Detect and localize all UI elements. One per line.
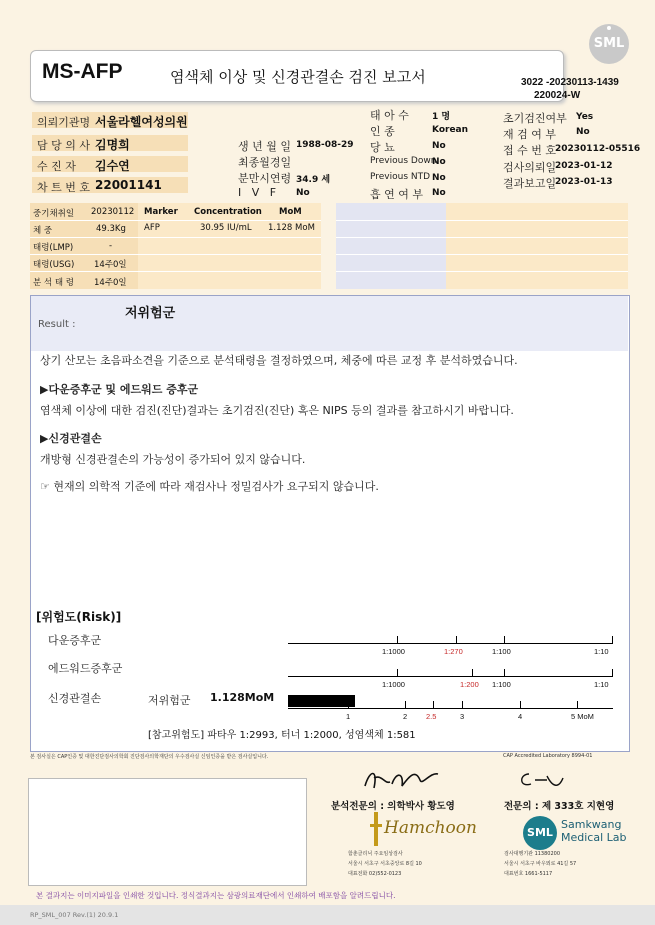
- row-value: 14주0일: [94, 278, 127, 288]
- row-label: 태령(USG): [33, 260, 75, 270]
- diabetes-label: 당 뇨: [370, 141, 395, 154]
- ntd-result: 저위험군: [148, 694, 191, 707]
- ntd-label: 신경관결손: [48, 692, 102, 705]
- accession-value: 20230112-05516: [555, 144, 641, 154]
- edwards-tick: [504, 669, 505, 677]
- sml-logo: SML: [589, 24, 629, 64]
- doctor-label: 담 당 의 사: [37, 139, 90, 152]
- result-line-1: 상기 산모는 초음파소견을 기준으로 분석태령을 결정하였으며, 체중에 따른 교정 후 분석하였습니다.: [40, 354, 518, 367]
- row-value: 20230112: [91, 207, 135, 217]
- hamchoon-address: 서울시 서초구 서초중앙로 8길 10: [348, 861, 422, 867]
- lab-name: Samkwang: [561, 818, 622, 831]
- analyst-signature: [360, 764, 450, 796]
- prevdown-value: No: [432, 157, 446, 167]
- doctor-value: 김명희: [95, 138, 130, 152]
- sml-address: 서울시 서초구 바우뫼로 41길 57: [504, 861, 577, 867]
- ntd-tick: [348, 701, 349, 709]
- smoke-value: No: [432, 188, 446, 198]
- ntd-tick-label: 2: [403, 712, 408, 721]
- edwards-label: 에드워드증후군: [48, 662, 123, 675]
- row-value: 14주0일: [94, 260, 127, 270]
- ntd-tick: [433, 701, 434, 709]
- col-marker: Marker: [144, 207, 178, 217]
- race-value: Korean: [432, 125, 469, 135]
- down-tick-label: 1:10: [594, 647, 609, 656]
- specialist-signature: [517, 768, 567, 790]
- edwards-tick: [397, 669, 398, 677]
- prevntd-value: No: [432, 173, 446, 183]
- lmp-label: 최종월경일: [238, 156, 292, 169]
- hamchoon-address: 대표전화 02)552-0123: [348, 871, 402, 877]
- form-number: RP_SML_007 Rev.(1) 20.9.1: [30, 911, 119, 919]
- sml-address: 대표번호 1661-5117: [504, 871, 553, 877]
- patient-label: 수 진 자: [37, 160, 76, 173]
- section-title-down: ▶다운증후군 및 에드워드 증후군: [40, 383, 199, 396]
- ntd-tick: [520, 701, 521, 709]
- down-scale: [288, 643, 613, 644]
- ivf-value: No: [296, 188, 310, 198]
- hamchoon-logo: Hamchoon: [384, 818, 477, 838]
- ntd-tick: [405, 701, 406, 709]
- hamchoon-address: 함춘클리닉 주요임상검사: [348, 851, 403, 857]
- ntd-tick: [462, 701, 463, 709]
- retest-value: No: [576, 127, 590, 137]
- analyst-name: 분석전문의 : 의학박사 황도영: [331, 801, 455, 812]
- smoke-label: 흡 연 여 부: [370, 188, 423, 201]
- section-title-ntd: ▶신경관결손: [40, 432, 102, 445]
- hamchoon-logo-mark: [370, 812, 380, 846]
- down-tick-label: 1:1000: [382, 647, 405, 656]
- down-tick-label: 1:100: [492, 647, 511, 656]
- fetus-value: 1 명: [432, 112, 451, 122]
- ntd-scale: [288, 708, 613, 709]
- result-date-value: 2023-01-13: [555, 177, 613, 187]
- down-label: 다운증후군: [48, 634, 102, 647]
- report-number: 3022 -20230113-1439: [521, 77, 619, 88]
- race-label: 인 종: [370, 125, 395, 138]
- age-label: 분만시연령: [238, 172, 292, 185]
- edwards-tick: [472, 669, 473, 677]
- mom-value: 1.128 MoM: [268, 223, 315, 233]
- hospital-label: 의뢰기관명: [37, 116, 91, 129]
- prevdown-label: Previous Down: [370, 156, 437, 166]
- lab-name-sub: Medical Lab: [561, 831, 627, 844]
- ntd-tick-label: 1: [346, 712, 351, 721]
- row-value: -: [109, 241, 113, 251]
- ntd-tick-label: 2.5: [426, 712, 437, 721]
- test-code: MS-AFP: [42, 60, 123, 83]
- test-date-label: 검사의뢰일: [503, 161, 557, 174]
- col-concentration: Concentration: [194, 207, 262, 217]
- marker-value: AFP: [144, 223, 160, 233]
- ntd-tick-label: 5 MoM: [571, 712, 594, 721]
- comment-box: [28, 778, 307, 886]
- chart-value: 22001141: [95, 178, 162, 192]
- hospital-value: 서울라헬여성의원: [95, 115, 188, 129]
- concentration-value: 30.95 IU/mL: [200, 223, 252, 233]
- ntd-tick-label: 3: [460, 712, 465, 721]
- down-tick: [397, 636, 398, 644]
- ntd-mom: 1.128MoM: [210, 691, 275, 704]
- col-mom: MoM: [279, 207, 302, 217]
- accession-label: 접 수 번 호: [503, 144, 556, 157]
- edwards-tick-label: 1:10: [594, 680, 609, 689]
- row-label: 중기채취일: [33, 209, 75, 219]
- print-notice: 본 결과지는 이미지파일을 인쇄한 것입니다. 정식결과지는 삼광의료재단에서 인쇄하여 배포함을 알려드립니다.: [36, 891, 396, 900]
- ivf-label: I V F: [238, 186, 277, 199]
- chart-label: 차 트 번 호: [37, 181, 90, 194]
- down-tick-label: 1:270: [444, 647, 463, 656]
- page-title: 염색체 이상 및 신경관결손 검진 보고서: [170, 68, 426, 86]
- result-date-label: 결과보고일: [503, 177, 557, 190]
- section-text-ntd: 개방형 신경관결손의 가능성이 증가되어 있지 않습니다.: [40, 453, 306, 466]
- sml-lab-logo: SML: [523, 816, 557, 850]
- retest-label: 재 검 여 부: [503, 128, 556, 141]
- test-date-value: 2023-01-12: [555, 161, 613, 171]
- report-sub-number: 220024-W: [534, 90, 581, 101]
- initial-label: 초기검진여부: [503, 112, 567, 125]
- fetus-label: 태 아 수: [370, 109, 409, 122]
- age-value: 34.9 세: [296, 175, 331, 185]
- result-value: 저위험군: [125, 306, 176, 321]
- row-label: 태령(LMP): [33, 243, 74, 253]
- result-header: [31, 296, 628, 351]
- extra-table-left: [336, 203, 446, 289]
- result-note: ☞ 현재의 의학적 기준에 따라 재검사나 정밀검사가 요구되지 않습니다.: [40, 480, 379, 493]
- section-text-down: 염색체 이상에 대한 검진(진단)결과는 초기검진(진단) 혹은 NIPS 등의 결과를 참고하시기 바랍니다.: [40, 404, 514, 417]
- patient-value: 김수연: [95, 159, 130, 173]
- down-tick: [504, 636, 505, 644]
- down-tick: [456, 636, 457, 644]
- row-label: 체 중: [33, 226, 53, 236]
- ntd-tick-label: 4: [518, 712, 523, 721]
- cap-number: CAP Accredited Laboratory 8994-01: [503, 753, 593, 759]
- row-label: 분 석 태 령: [33, 278, 74, 288]
- result-label: Result :: [38, 319, 76, 330]
- edwards-tick: [612, 669, 613, 677]
- initial-value: Yes: [576, 112, 594, 122]
- ntd-tick: [577, 701, 578, 709]
- birth-value: 1988-08-29: [296, 140, 354, 150]
- specialist-name: 전문의 : 제 333호 지현영: [504, 801, 615, 812]
- edwards-tick-label: 1:1000: [382, 680, 405, 689]
- prevntd-label: Previous NTD: [370, 172, 431, 182]
- down-tick: [612, 636, 613, 644]
- reference-risk: [참고위험도] 파타우 1:2993, 터너 1:2000, 성염색체 1:581: [148, 730, 416, 741]
- edwards-tick-label: 1:200: [460, 680, 479, 689]
- ntd-mom-bar: [288, 695, 355, 707]
- edwards-tick-label: 1:100: [492, 680, 511, 689]
- row-value: 49.3Kg: [96, 224, 126, 234]
- risk-title: [위험도(Risk)]: [36, 610, 122, 624]
- accreditation-note: 본 검사실은 CAP인증 및 대한진단검사의학회 진단검사의학재단의 우수검사실 신임인증을 받은 검사실입니다.: [30, 754, 269, 760]
- extra-table-right: [446, 203, 628, 289]
- sml-address: 검사대행기관 11380200: [504, 851, 561, 857]
- birth-label: 생 년 월 일: [238, 140, 291, 153]
- edwards-scale: [288, 676, 613, 677]
- diabetes-value: No: [432, 141, 446, 151]
